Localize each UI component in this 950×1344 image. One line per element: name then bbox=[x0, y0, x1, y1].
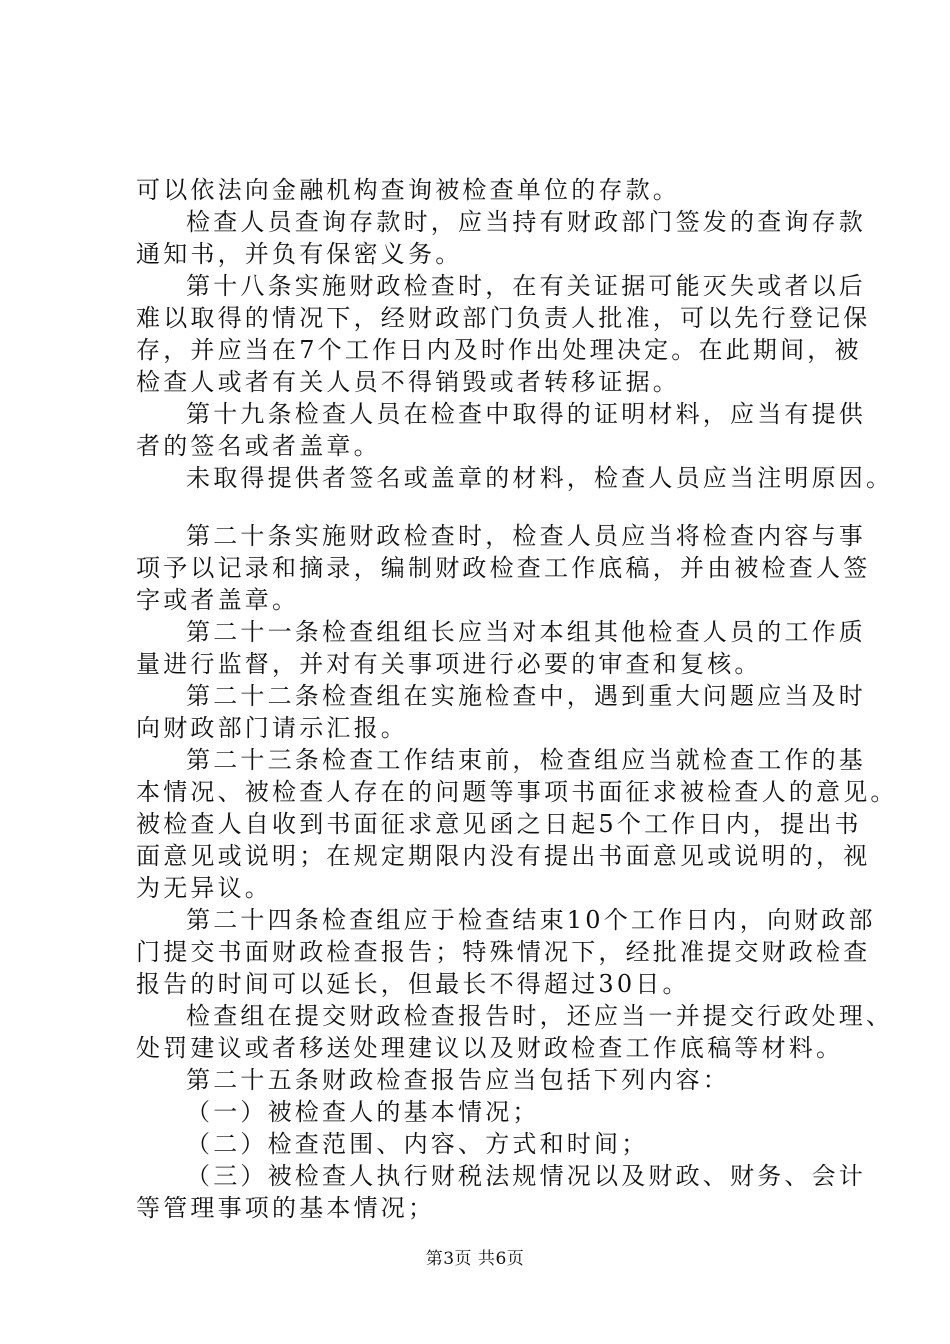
text-line: 检查组在提交财政检查报告时，还应当一并提交行政处理、 bbox=[186, 1002, 894, 1030]
text-line: 量进行监督，并对有关事项进行必要的审查和复核。 bbox=[136, 650, 762, 678]
article-21-start: 第二十一条检查组组长应当对本组其他检查人员的工作质 bbox=[186, 618, 866, 646]
paragraph-gap bbox=[136, 494, 836, 520]
text-line: 报告的时间可以延长，但最长不得超过30日。 bbox=[136, 970, 690, 998]
text-line: 通知书，并负有保密义务。 bbox=[136, 240, 463, 268]
list-item: （二）检查范围、内容、方式和时间； bbox=[186, 1130, 649, 1158]
text-line: 向财政部门请示汇报。 bbox=[136, 714, 408, 742]
text-line: 检查人或者有关人员不得销毁或者转移证据。 bbox=[136, 368, 680, 396]
text-line: 者的签名或者盖章。 bbox=[136, 432, 381, 460]
text-line: 可以依法向金融机构查询被检查单位的存款。 bbox=[136, 176, 680, 204]
text-line: 为无异议。 bbox=[136, 874, 272, 902]
text-line: 面意见或说明；在规定期限内没有提出书面意见或说明的，视 bbox=[136, 842, 871, 870]
text-line: 本情况、被检查人存在的问题等事项书面征求被检查人的意见。 bbox=[136, 778, 898, 806]
text-line: 门提交书面财政检查报告；特殊情况下，经批准提交财政检查 bbox=[136, 938, 871, 966]
text-line: 字或者盖章。 bbox=[136, 586, 300, 614]
text-line: 未取得提供者签名或盖章的材料，检查人员应当注明原因。 bbox=[186, 464, 894, 492]
article-23-start: 第二十三条检查工作结束前，检查组应当就检查工作的基 bbox=[186, 746, 866, 774]
text-line: 存，并应当在7个工作日内及时作出处理决定。在此期间，被 bbox=[136, 336, 862, 364]
page-number-footer: 第3页 共6页 bbox=[425, 1249, 525, 1269]
document-body bbox=[136, 174, 898, 1224]
text-line: 处罚建议或者移送处理建议以及财政检查工作底稿等材料。 bbox=[136, 1034, 844, 1062]
text-line: 难以取得的情况下，经财政部门负责人批准，可以先行登记保 bbox=[136, 304, 871, 332]
article-19-start: 第十九条检查人员在检查中取得的证明材料，应当有提供 bbox=[186, 400, 866, 428]
article-24-start: 第二十四条检查组应于检查结束10个工作日内，向财政部 bbox=[186, 906, 876, 934]
article-25-start: 第二十五条财政检查报告应当包括下列内容： bbox=[186, 1066, 730, 1094]
text-line: 等管理事项的基本情况； bbox=[136, 1194, 436, 1222]
text-line: 项予以记录和摘录，编制财政检查工作底稿，并由被检查人签 bbox=[136, 554, 871, 582]
article-22-start: 第二十二条检查组在实施检查中，遇到重大问题应当及时 bbox=[186, 682, 866, 710]
text-line: 检查人员查询存款时，应当持有财政部门签发的查询存款 bbox=[186, 208, 866, 236]
text-line: 被检查人自收到书面征求意见函之日起5个工作日内，提出书 bbox=[136, 810, 862, 838]
article-18-start: 第十八条实施财政检查时，在有关证据可能灭失或者以后 bbox=[186, 272, 866, 300]
article-20-start: 第二十条实施财政检查时，检查人员应当将检查内容与事 bbox=[186, 522, 866, 550]
list-item: （三）被检查人执行财税法规情况以及财政、财务、会计 bbox=[186, 1162, 866, 1190]
list-item: （一）被检查人的基本情况； bbox=[186, 1098, 540, 1126]
